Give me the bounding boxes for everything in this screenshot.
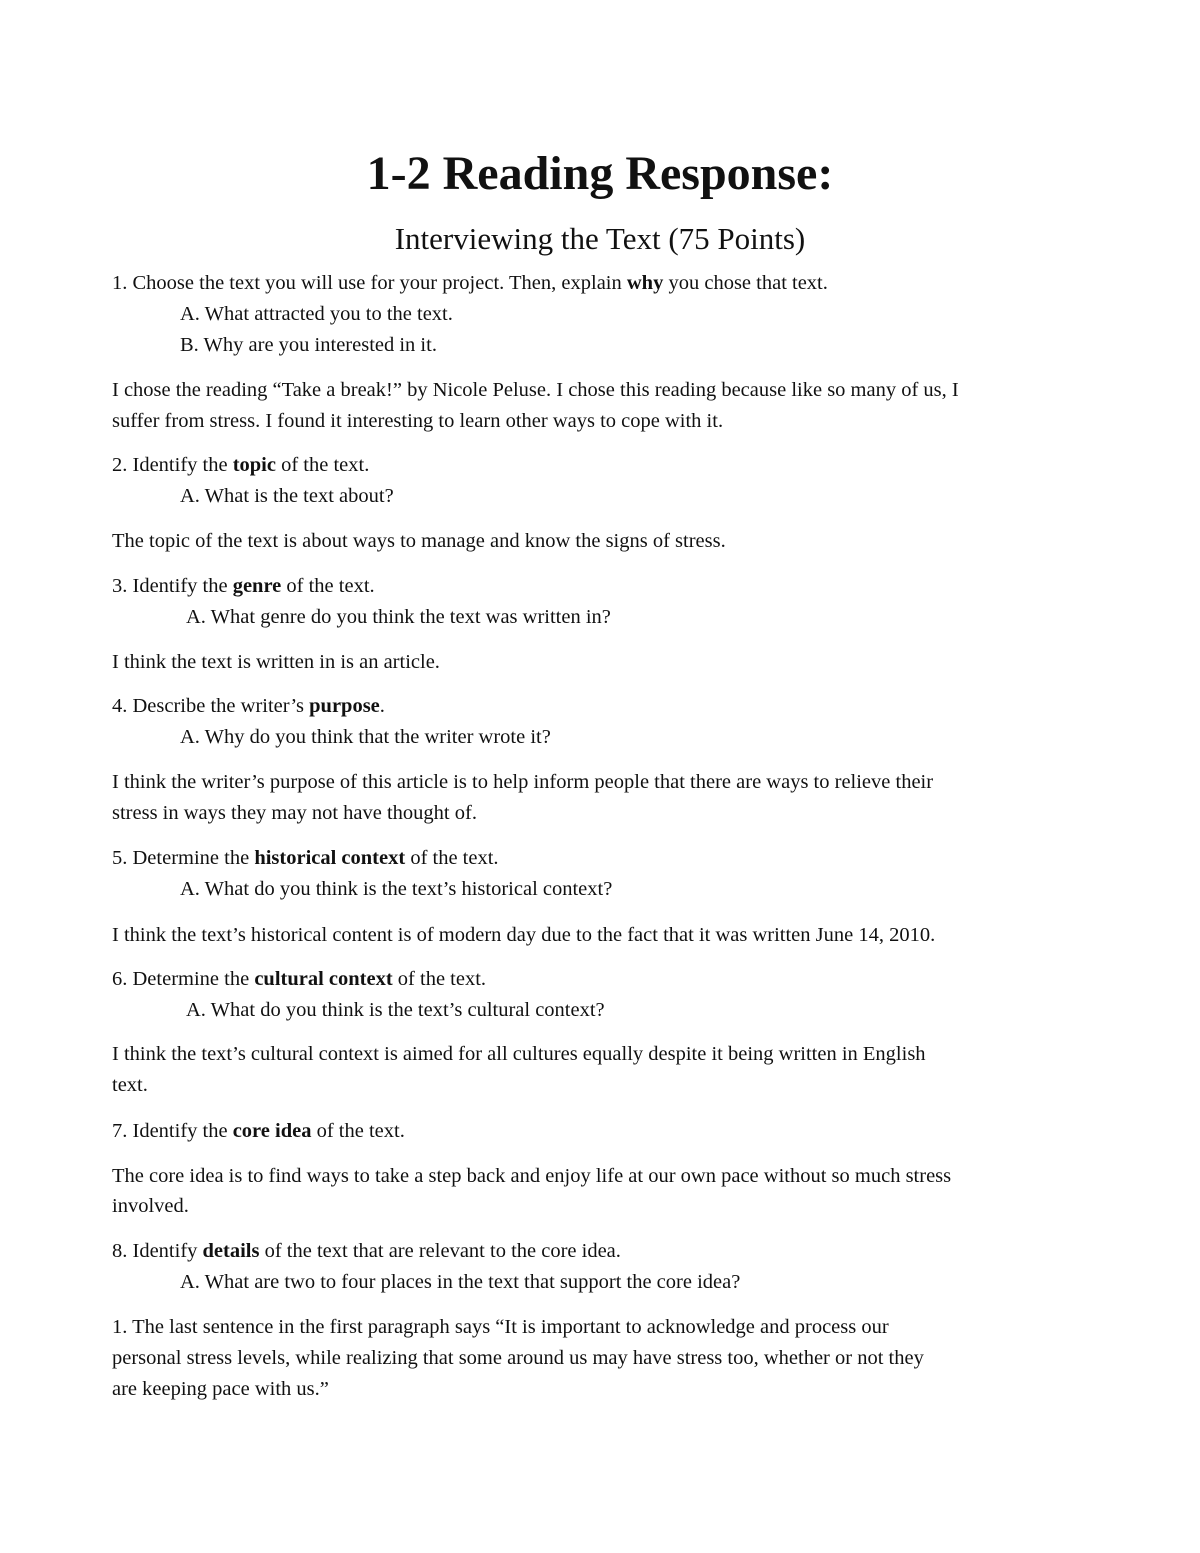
q-text: 5. Determine the <box>112 847 255 869</box>
answer-6-line: text. <box>112 1074 148 1096</box>
answer-7-line: involved. <box>112 1195 189 1217</box>
question-4 <box>112 692 385 720</box>
q-keyword: core idea <box>232 1120 312 1142</box>
answer-7-line: The core idea is to find ways to take a step back and enjoy life at our own pace without so much stress <box>112 1165 952 1187</box>
q-keyword: topic <box>232 454 276 476</box>
q-text: of the text. <box>281 575 375 597</box>
question-7 <box>112 1117 405 1145</box>
q-text: 8. Identify <box>112 1240 203 1262</box>
q-text: 4. Describe the writer’s <box>112 695 310 717</box>
document-subtitle: Interviewing the Text (75 Points) <box>394 221 806 256</box>
q-text: of the text that are relevant to the core idea. <box>259 1240 621 1262</box>
answer-6-line: I think the text’s cultural context is aimed for all cultures equally despite it being written in English <box>112 1043 926 1065</box>
question-4-sub-a: A. Why do you think that the writer wrote it? <box>180 726 551 748</box>
question-8-sub-a: A. What are two to four places in the text that support the core idea? <box>180 1271 741 1293</box>
question-5-sub-a: A. What do you think is the text’s historical context? <box>180 878 613 900</box>
question-2 <box>112 451 369 479</box>
q-keyword: why <box>626 272 664 294</box>
q-text: you chose that text. <box>663 272 828 294</box>
q-keyword: historical context <box>254 847 406 869</box>
answer-4-line: stress in ways they may not have thought of. <box>112 802 477 824</box>
q-text: 6. Determine the <box>112 968 255 990</box>
question-5 <box>112 844 499 872</box>
answer-3-line: I think the text is written in is an article. <box>112 651 440 673</box>
q-keyword: purpose <box>309 695 380 717</box>
q-text: 1. Choose the text you will use for your project. Then, explain <box>112 272 627 294</box>
q-text: of the text. <box>275 454 370 476</box>
q-text: . <box>379 695 385 717</box>
question-2-sub-a: A. What is the text about? <box>180 485 394 507</box>
q-keyword: details <box>202 1240 260 1262</box>
question-6 <box>112 965 486 993</box>
document-title: 1-2 Reading Response: <box>366 147 834 200</box>
question-1-sub-b: B. Why are you interested in it. <box>180 334 437 356</box>
q-keyword: cultural context <box>254 968 393 990</box>
q-text: of the text. <box>311 1120 405 1142</box>
answer-5-line: I think the text’s historical content is of modern day due to the fact that it was written June 14, 2010. <box>112 924 936 946</box>
answer-8-line: personal stress levels, while realizing that some around us may have stress too, whether or not they <box>112 1347 924 1369</box>
answer-8-line: 1. The last sentence in the first paragraph says “It is important to acknowledge and process our <box>112 1316 889 1338</box>
q-text: 3. Identify the <box>112 575 233 597</box>
q-text: of the text. <box>392 968 487 990</box>
question-1-sub-a: A. What attracted you to the text. <box>180 303 453 325</box>
question-3 <box>112 572 375 600</box>
answer-8-line: are keeping pace with us.” <box>112 1378 329 1400</box>
question-1 <box>112 269 828 297</box>
q-text: of the text. <box>405 847 499 869</box>
question-3-sub-a: A. What genre do you think the text was written in? <box>186 606 611 628</box>
answer-1-line: I chose the reading “Take a break!” by Nicole Peluse. I chose this reading because like so many of us, I <box>112 379 959 401</box>
q-keyword: genre <box>232 575 282 597</box>
question-8 <box>112 1237 621 1265</box>
answer-2-line: The topic of the text is about ways to manage and know the signs of stress. <box>112 530 726 552</box>
answer-4-line: I think the writer’s purpose of this article is to help inform people that there are ways to relieve their <box>112 771 934 793</box>
q-text: 7. Identify the <box>112 1120 233 1142</box>
question-6-sub-a: A. What do you think is the text’s cultural context? <box>186 999 605 1021</box>
answer-1-line: suffer from stress. I found it interesting to learn other ways to cope with it. <box>112 410 724 432</box>
q-text: 2. Identify the <box>112 454 233 476</box>
